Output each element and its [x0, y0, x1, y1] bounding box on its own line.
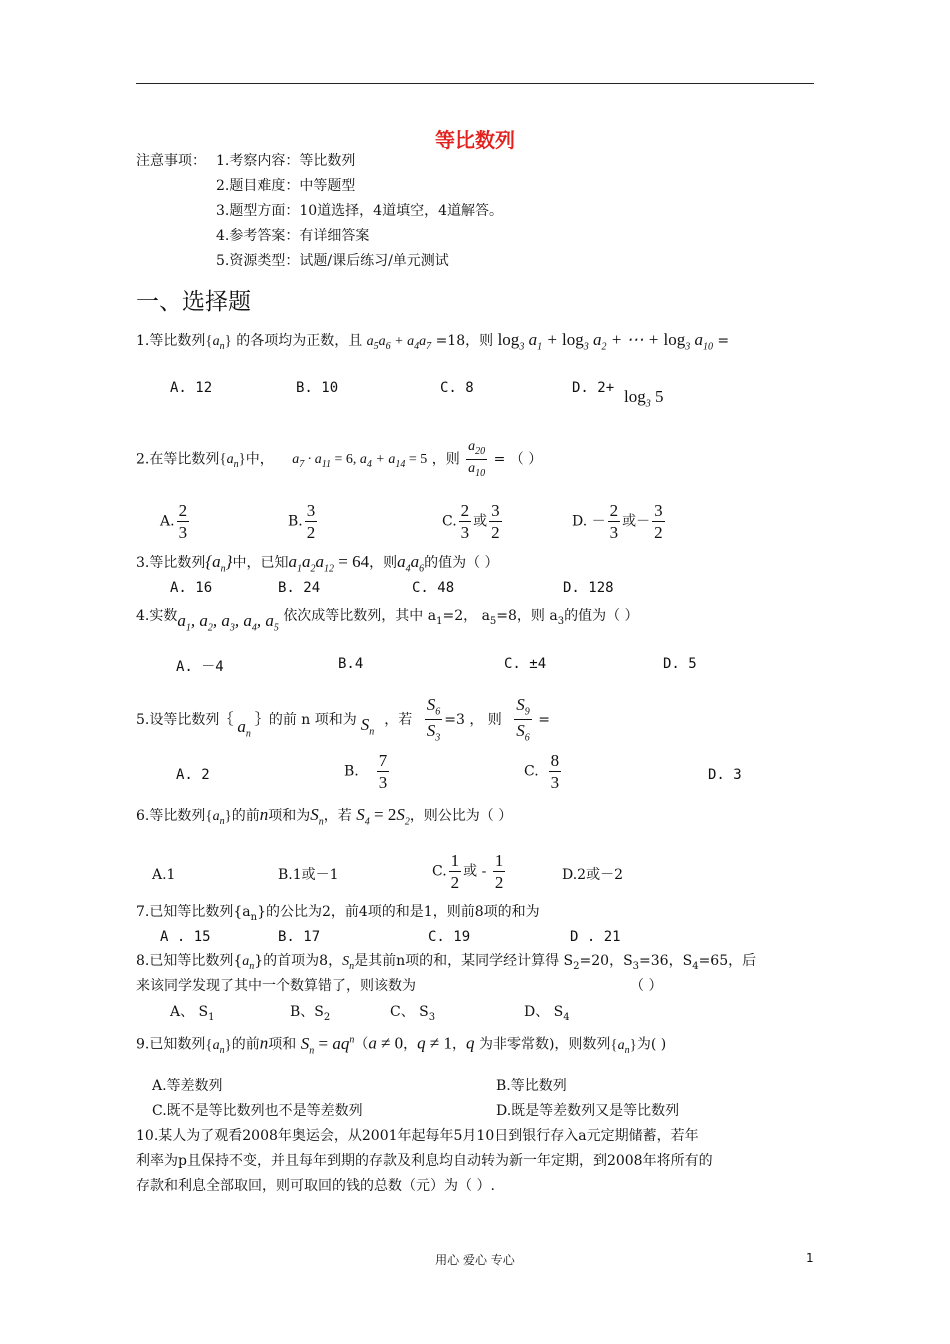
option-math: $\log_3 5$: [624, 387, 664, 410]
page-footer: 用心 爱心 专心: [435, 1253, 515, 1267]
option: A.等差数列: [152, 1078, 223, 1094]
note-item: 1.考察内容：等比数列: [216, 153, 356, 169]
option: C. 8: [440, 380, 474, 396]
header-rule: [136, 83, 814, 84]
option: B. 24: [278, 580, 321, 596]
question-5: 5.设等比数列｛ $a_n\}$的前 n 项和为 $S_n$，若 $\frac{S_6}{S_3}$ =3 ， 则 $\frac{S_9}{S_6}$ =: [136, 695, 550, 744]
option: C. $\frac{1}{2}$ 或 - $\frac{1}{2}$: [432, 851, 504, 892]
option: A.1: [152, 867, 176, 883]
question-8-line2: 来该同学发现了其中一个数算错了，则该数为: [136, 978, 416, 994]
option: C. $\frac{8}{3}$: [524, 751, 560, 792]
answer-paren: （ ）: [630, 978, 663, 994]
option: D.2或－2: [562, 867, 623, 883]
option: D.既是等差数列又是等比数列: [496, 1103, 680, 1119]
option: C、 $S_3$: [390, 1004, 436, 1023]
question-7: 7.已知等比数列$\{a_n\}$的公比为2，前4项的和是1，则前8项的和为: [136, 904, 540, 923]
question-10-line: 存款和利息全部取回，则可取回的钱的总数（元）为（ ）.: [136, 1178, 495, 1194]
option: D. 3: [708, 767, 742, 783]
option: A、 $S_1$: [170, 1004, 215, 1023]
question-8: 8.已知等比数列$\{a_n\}$的首项为8，$S_n$是其前n项的和，某同学经计算得 $S_2=20$，$S_3=36$，$S_4=65$，后: [136, 953, 757, 972]
option: A. －4: [176, 659, 224, 675]
page-number: 1: [806, 1251, 814, 1265]
option: C. 19: [428, 929, 471, 945]
option: A. $\frac{2}{3}$: [160, 501, 188, 542]
note-item: 3.题型方面：10道选择，4道填空，4道解答。: [216, 203, 503, 219]
section-heading: 一、选择题: [136, 289, 251, 315]
question-9: 9.已知数列$\{a_n\}$的前n项和 $S_n = aq^n(a \ne 0$，q ≠ 1，q 为非零常数)，则数列$\{a_n\}$为( ): [136, 1033, 667, 1057]
option: B. 10: [296, 380, 339, 396]
option: C. ±4: [504, 656, 547, 672]
option: B.1或－1: [278, 867, 339, 883]
question-10-line: 利率为p且保持不变，并且每年到期的存款及利息均自动转为新一年定期，到2008年将所有的: [136, 1153, 713, 1169]
page-title: 等比数列: [435, 128, 515, 152]
note-item: 5.资源类型：试题/课后练习/单元测试: [216, 253, 449, 269]
note-item: 2.题目难度：中等题型: [216, 178, 356, 194]
option: B、$S_2$: [290, 1004, 331, 1023]
option: D . 21: [570, 929, 621, 945]
option: B. $\frac{7}{3}$: [344, 751, 388, 792]
option: D. 2+: [572, 380, 615, 396]
option: B. 17: [278, 929, 321, 945]
question-6: 6.等比数列$\{a_n\}$的前n项和为$S_n$，若 $S_4 = 2S_2$，则公比为（ ）: [136, 805, 513, 828]
option: D. 128: [563, 580, 614, 596]
note-item: 4.参考答案：有详细答案: [216, 228, 370, 244]
question-3: 3.等比数列$\{a_n\}$中，已知$a_1a_2a_{12} = 64$，则$a_4a_6$的值为（ ）: [136, 552, 499, 575]
option: C. $\frac{2}{3}$ 或 $\frac{3}{2}$: [442, 501, 500, 542]
option: B.等比数列: [496, 1078, 567, 1094]
option: D. － $\frac{2}{3}$ 或－ $\frac{3}{2}$: [572, 501, 663, 542]
notes-label: 注意事项：: [136, 153, 206, 169]
option: D. 5: [663, 656, 697, 672]
option: C.既不是等比数列也不是等差数列: [152, 1103, 363, 1119]
option: A . 15: [160, 929, 211, 945]
option: B.4: [338, 656, 364, 672]
question-1: 1.等比数列$\{a_n\}$ 的各项均为正数，且 $a_5a_6 + a_4a_7 =18$，则 $\log_3 a_1 + \log_3 a_2$ + ⋯ + $\log_3 a_{10}$ =: [136, 330, 730, 353]
option: D、 $S_4$: [524, 1004, 570, 1023]
option: C. 48: [412, 580, 455, 596]
option: A. 12: [170, 380, 213, 396]
question-4: 4.实数$a_1$, $a_2$, $a_3$, $a_4$, $a_5$ 依次成等比数列，其中 $a_1=2$， $a_5=8$，则 $a_3$的值为（ ）: [136, 608, 639, 634]
question-10-line: 10.某人为了观看2008年奥运会，从2001年起每年5月10日到银行存入a元定期储蓄，若年: [136, 1128, 699, 1144]
option: A. 16: [170, 580, 213, 596]
question-2: 2.在等比数列$\{a_n\}$中， $a_7 \cdot a_{11} = 6$, $a_4 + a_{14} = 5$ ，则 $\frac{a_{20}}{a_{10}}$ = （ ）: [136, 439, 543, 479]
option: A. 2: [176, 767, 210, 783]
option: B. $\frac{3}{2}$: [288, 501, 316, 542]
